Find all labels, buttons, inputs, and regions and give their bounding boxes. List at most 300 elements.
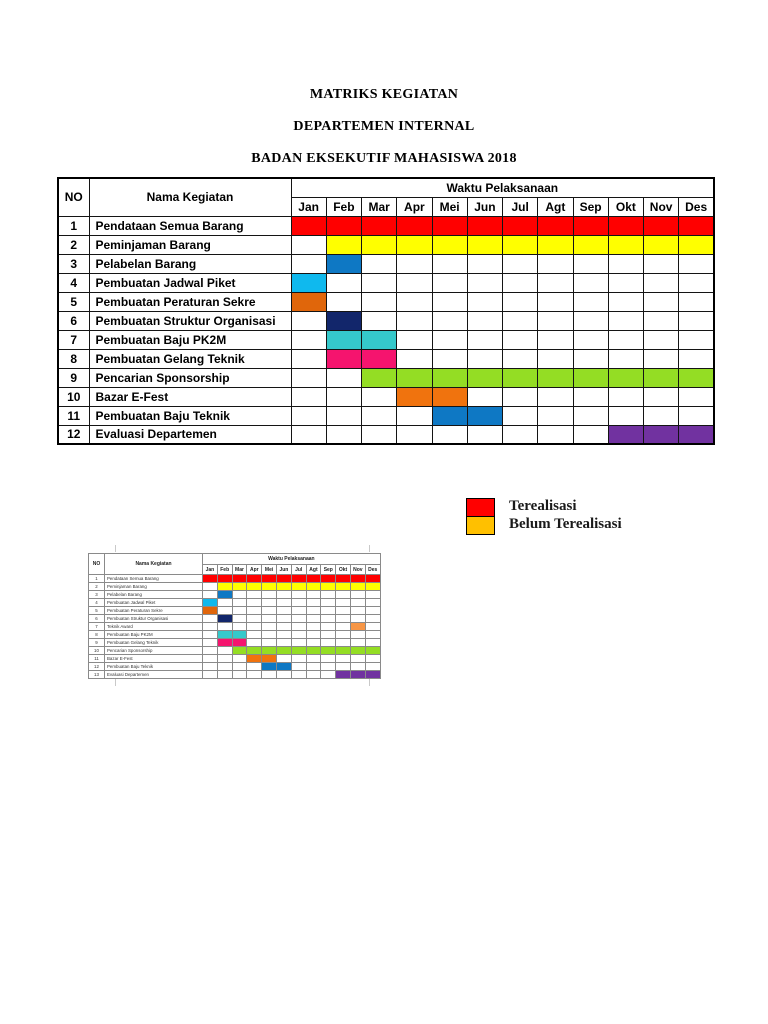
col-header-month: Mar [232,565,247,575]
gantt-cell [321,671,336,679]
gantt-cell [276,639,291,647]
gantt-cell [262,655,277,663]
gantt-cell [644,273,679,292]
gantt-cell [503,387,538,406]
gantt-cell [232,615,247,623]
gantt-cell [291,655,306,663]
gantt-cell [203,615,218,623]
gantt-cell [608,368,643,387]
doc-title-matriks: MATRIKS KEGIATAN [309,87,459,102]
gantt-cell [326,349,361,368]
row-number: 11 [58,406,89,425]
activity-name: Pembuatan Struktur Organisasi [89,311,291,330]
gantt-cell [362,349,397,368]
gantt-cell [262,647,277,655]
gantt-cell [291,425,326,444]
gantt-cell [326,387,361,406]
gantt-cell [365,599,380,607]
gantt-cell [232,599,247,607]
row-number: 8 [58,349,89,368]
col-header-name: Nama Kegiatan [89,178,291,216]
table-header [58,178,714,216]
gantt-cell [203,655,218,663]
col-header-month: Des [679,197,714,216]
gantt-cell [306,647,321,655]
gantt-cell [644,311,679,330]
col-header-month: Sep [573,197,608,216]
gantt-cell [306,639,321,647]
legend-labels [509,498,622,535]
gantt-cell [432,254,467,273]
gantt-cell [573,330,608,349]
gantt-cell [291,607,306,615]
gantt-cell [397,425,432,444]
activity-name: Pembuatan Peraturan Sekre [105,607,203,615]
gantt-cell [644,216,679,235]
col-header-month: Jul [291,565,306,575]
table-row [89,631,381,639]
activity-name: Evaluasi Departemen [105,671,203,679]
gantt-cell [262,599,277,607]
table-row [58,235,714,254]
gantt-cell [291,575,306,583]
gantt-cell [432,292,467,311]
row-number: 1 [89,575,105,583]
gantt-cell [538,406,573,425]
gantt-cell [326,330,361,349]
gantt-cell [306,615,321,623]
gantt-cell [362,216,397,235]
gantt-cell [365,655,380,663]
gantt-cell [679,254,714,273]
gantt-cell [326,216,361,235]
gantt-cell [362,273,397,292]
gantt-cell [350,615,365,623]
gantt-cell [291,349,326,368]
gantt-cell [232,655,247,663]
gantt-cell [321,607,336,615]
activity-name: Teknik Award [105,623,203,631]
gantt-cell [644,387,679,406]
gantt-cell [276,607,291,615]
gantt-cell [467,273,502,292]
col-header-month: Feb [326,197,361,216]
row-number: 12 [89,663,105,671]
gantt-cell [679,387,714,406]
row-number: 5 [89,607,105,615]
gantt-cell [503,425,538,444]
activity-name: Pembuatan Struktur Organisasi [105,615,203,623]
gantt-cell [291,663,306,671]
gantt-cell [538,349,573,368]
gantt-cell [336,631,351,639]
gantt-cell [321,583,336,591]
gantt-cell [538,425,573,444]
gantt-cell [503,292,538,311]
gantt-cell [291,235,326,254]
row-number: 3 [58,254,89,273]
row-number: 2 [58,235,89,254]
row-number: 7 [89,623,105,631]
col-header-month: Jun [467,197,502,216]
header-row [58,178,714,197]
table-body [89,575,381,679]
gantt-cell [679,368,714,387]
gantt-cell [362,387,397,406]
gantt-cell [644,425,679,444]
gantt-cell [203,639,218,647]
gantt-cell [608,387,643,406]
gantt-cell [247,623,262,631]
legend-label-terealisasi: Terealisasi [509,498,577,514]
activity-name: Evaluasi Departemen [89,425,291,444]
gantt-cell [679,311,714,330]
table-row [58,292,714,311]
col-header-name: Nama Kegiatan [105,554,203,575]
gantt-cell [336,615,351,623]
gantt-cell [203,599,218,607]
gantt-cell [350,647,365,655]
row-number: 9 [89,639,105,647]
gantt-cell [262,631,277,639]
table-row [89,575,381,583]
gantt-cell [362,292,397,311]
col-header-month: Agt [538,197,573,216]
gantt-cell [503,368,538,387]
gantt-cell [365,607,380,615]
gantt-cell [326,254,361,273]
gantt-cell [467,311,502,330]
activity-name: Pembuatan Peraturan Sekre [89,292,291,311]
gantt-cell [326,311,361,330]
gantt-cell [336,655,351,663]
gantt-cell [291,591,306,599]
gantt-cell [365,639,380,647]
gantt-cell [203,583,218,591]
gantt-cell [432,330,467,349]
gantt-cell [247,607,262,615]
gantt-cell [362,425,397,444]
gantt-cell [262,639,277,647]
gantt-cell [432,235,467,254]
gantt-cell [217,591,232,599]
gantt-cell [365,591,380,599]
table-row [89,599,381,607]
gantt-cell [321,575,336,583]
activity-name: Bazar E-Fest [89,387,291,406]
row-number: 2 [89,583,105,591]
activity-name: Pembuatan Jadwal Piket [89,273,291,292]
gantt-cell [503,216,538,235]
title-block [0,87,768,183]
row-number: 3 [89,591,105,599]
gantt-cell [365,631,380,639]
gantt-cell [306,599,321,607]
gantt-cell [350,607,365,615]
gantt-cell [503,311,538,330]
row-number: 12 [58,425,89,444]
gantt-cell [679,349,714,368]
col-header-month: Mei [432,197,467,216]
gantt-cell [217,655,232,663]
table-row [58,273,714,292]
gantt-cell [644,368,679,387]
col-header-month: Okt [336,565,351,575]
gantt-cell [291,599,306,607]
row-number: 7 [58,330,89,349]
activity-name: Pembuatan Baju Teknik [89,406,291,425]
col-header-waktu: Waktu Pelaksanaan [203,554,381,565]
col-header-month: Nov [644,197,679,216]
gantt-cell [573,273,608,292]
gantt-cell [644,292,679,311]
gantt-cell [326,368,361,387]
gantt-cell [291,368,326,387]
col-header-month: Feb [217,565,232,575]
gantt-cell [362,311,397,330]
col-header-month: Sep [321,565,336,575]
gantt-cell [276,663,291,671]
gantt-cell [608,330,643,349]
gantt-cell [232,647,247,655]
gantt-cell [362,330,397,349]
margin-tick [115,545,116,552]
gantt-cell [350,663,365,671]
gantt-cell [467,425,502,444]
gantt-cell [538,311,573,330]
gantt-cell [217,575,232,583]
table-body [58,216,714,444]
gantt-cell [432,216,467,235]
gantt-cell [679,235,714,254]
gantt-cell [679,406,714,425]
row-number: 6 [89,615,105,623]
gantt-cell [217,639,232,647]
row-number: 11 [89,655,105,663]
gantt-cell [336,663,351,671]
gantt-cell [276,583,291,591]
gantt-cell [217,671,232,679]
gantt-cell [321,663,336,671]
gantt-cell [336,639,351,647]
activity-matrix-thumbnail-table [88,553,381,679]
gantt-cell [336,599,351,607]
gantt-cell [262,663,277,671]
activity-name: Pelabelan Barang [89,254,291,273]
gantt-cell [306,623,321,631]
gantt-cell [217,583,232,591]
gantt-cell [291,639,306,647]
gantt-cell [397,235,432,254]
gantt-cell [397,311,432,330]
gantt-cell [203,647,218,655]
gantt-cell [247,631,262,639]
gantt-cell [276,599,291,607]
gantt-cell [232,591,247,599]
gantt-cell [291,671,306,679]
gantt-cell [467,235,502,254]
gantt-cell [644,406,679,425]
gantt-cell [573,311,608,330]
gantt-cell [432,273,467,292]
col-header-month: Jan [291,197,326,216]
gantt-cell [365,575,380,583]
col-header-month: Nov [350,565,365,575]
legend-label-belum-terealisasi: Belum Terealisasi [509,515,622,532]
gantt-cell [397,368,432,387]
gantt-cell [432,425,467,444]
header-row [89,554,381,565]
gantt-cell [203,663,218,671]
gantt-cell [467,368,502,387]
table-row [89,591,381,599]
table-row [89,655,381,663]
margin-tick [115,679,116,686]
gantt-cell [247,591,262,599]
gantt-cell [306,575,321,583]
table-row [89,583,381,591]
gantt-cell [203,671,218,679]
col-header-month: Jul [503,197,538,216]
gantt-cell [306,663,321,671]
gantt-cell [608,425,643,444]
gantt-cell [326,273,361,292]
gantt-cell [432,311,467,330]
row-number: 4 [89,599,105,607]
gantt-cell [573,235,608,254]
gantt-cell [247,599,262,607]
doc-title-departemen: DEPARTEMEN INTERNAL [293,119,475,134]
gantt-cell [321,615,336,623]
gantt-cell [247,583,262,591]
gantt-cell [232,575,247,583]
gantt-cell [397,254,432,273]
gantt-cell [217,623,232,631]
gantt-cell [247,663,262,671]
gantt-cell [336,583,351,591]
gantt-cell [262,607,277,615]
gantt-cell [538,235,573,254]
gantt-cell [362,406,397,425]
gantt-cell [306,591,321,599]
gantt-cell [326,292,361,311]
gantt-cell [276,655,291,663]
gantt-cell [397,292,432,311]
gantt-cell [573,216,608,235]
gantt-cell [397,273,432,292]
gantt-cell [538,254,573,273]
gantt-cell [232,623,247,631]
gantt-cell [365,647,380,655]
gantt-cell [608,349,643,368]
gantt-cell [350,599,365,607]
row-number: 6 [58,311,89,330]
legend-swatch-terealisasi [466,498,495,517]
table-row [58,330,714,349]
gantt-cell [247,655,262,663]
gantt-cell [326,425,361,444]
gantt-cell [503,406,538,425]
gantt-cell [247,671,262,679]
gantt-cell [306,655,321,663]
col-header-month: Mar [362,197,397,216]
gantt-cell [679,330,714,349]
gantt-cell [276,575,291,583]
gantt-cell [306,583,321,591]
activity-name: Peminjaman Barang [89,235,291,254]
gantt-cell [573,292,608,311]
activity-name: Pencarian Sponsorship [105,647,203,655]
gantt-cell [503,273,538,292]
gantt-cell [291,387,326,406]
gantt-cell [247,639,262,647]
gantt-cell [573,406,608,425]
activity-name: Pembuatan Gelang Teknik [105,639,203,647]
gantt-cell [538,273,573,292]
gantt-cell [538,330,573,349]
gantt-cell [538,387,573,406]
gantt-cell [679,273,714,292]
gantt-cell [679,216,714,235]
gantt-cell [291,292,326,311]
gantt-cell [336,575,351,583]
gantt-cell [291,273,326,292]
gantt-cell [644,349,679,368]
gantt-cell [573,425,608,444]
gantt-cell [336,623,351,631]
gantt-cell [336,671,351,679]
gantt-cell [365,615,380,623]
gantt-cell [306,631,321,639]
gantt-cell [262,575,277,583]
gantt-cell [321,623,336,631]
gantt-cell [276,647,291,655]
gantt-cell [203,623,218,631]
gantt-cell [467,330,502,349]
col-header-month: Apr [247,565,262,575]
gantt-cell [350,623,365,631]
gantt-cell [467,254,502,273]
activity-name: Pendataan Semua Barang [89,216,291,235]
gantt-cell [276,671,291,679]
col-header-month: Apr [397,197,432,216]
gantt-cell [217,607,232,615]
gantt-cell [644,254,679,273]
gantt-cell [608,311,643,330]
gantt-cell [291,406,326,425]
gantt-cell [262,591,277,599]
gantt-cell [306,671,321,679]
gantt-cell [397,216,432,235]
gantt-cell [232,607,247,615]
gantt-cell [350,639,365,647]
col-header-month: Jan [203,565,218,575]
gantt-cell [217,647,232,655]
gantt-cell [291,631,306,639]
table-row [58,425,714,444]
gantt-cell [362,254,397,273]
row-number: 4 [58,273,89,292]
activity-name: Pembuatan Gelang Teknik [89,349,291,368]
table-row [89,639,381,647]
gantt-cell [467,349,502,368]
row-number: 10 [89,647,105,655]
gantt-cell [538,292,573,311]
gantt-cell [276,623,291,631]
table-row [89,663,381,671]
gantt-cell [503,235,538,254]
gantt-cell [350,671,365,679]
